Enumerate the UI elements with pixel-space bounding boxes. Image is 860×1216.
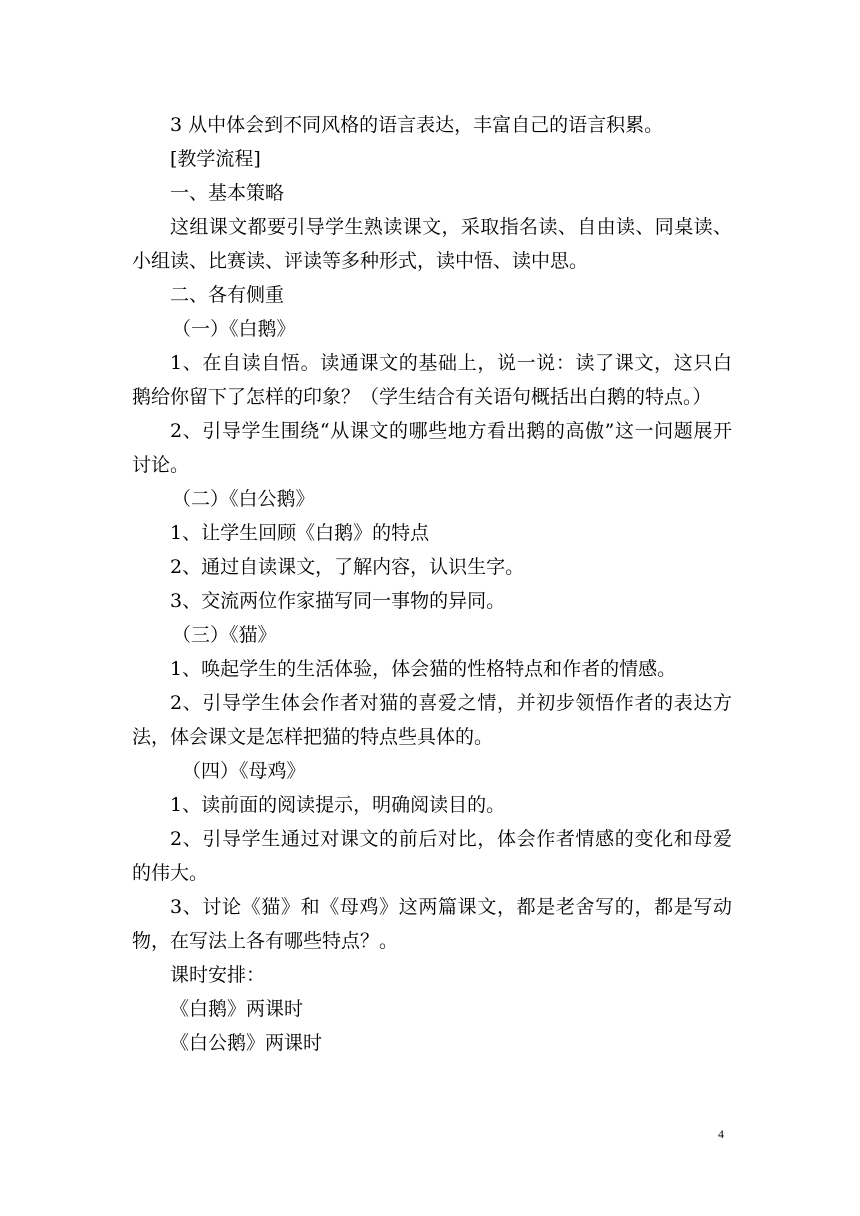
page-number: 4 bbox=[718, 1127, 724, 1141]
paragraph-hen-2: 2、引导学生通过对课文的前后对比，体会作者情感的变化和母爱的伟大。 bbox=[132, 828, 732, 884]
paragraph-goal-3: 3 从中体会到不同风格的语言表达，丰富自己的语言积累。 bbox=[170, 114, 664, 136]
paragraph-white-goose-2: 2、引导学生围绕“从课文的哪些地方看出鹅的高傲”这一问题展开讨论。 bbox=[132, 420, 732, 476]
heading-hen: （四）《母鸡》 bbox=[182, 760, 306, 782]
heading-focus: 二、各有侧重 bbox=[170, 284, 285, 306]
paragraph-strategy: 这组课文都要引导学生熟读课文，采取指名读、自由读、同桌读、小组读、比赛读、评读等多种形式，读中悟、读中思。 bbox=[132, 216, 732, 272]
document-body bbox=[132, 108, 732, 1060]
heading-white-goose: （一）《白鹅》 bbox=[172, 318, 296, 340]
paragraph-cat-1: 1、唤起学生的生活体验，体会猫的性格特点和作者的情感。 bbox=[170, 658, 677, 680]
paragraph-hen-3: 3、讨论《猫》和《母鸡》这两篇课文，都是老舍写的，都是写动物，在写法上各有哪些特点？。 bbox=[132, 896, 732, 952]
paragraph-hen-1: 1、读前面的阅读提示，明确阅读目的。 bbox=[170, 794, 506, 816]
paragraph-white-goose-1: 1、在自读自悟。读通课文的基础上，说一说：读了课文，这只白鹅给你留下了怎样的印象？（学生结合有关语句概括出白鹅的特点。） bbox=[132, 352, 732, 408]
paragraph-white-gander-3: 3、交流两位作家描写同一事物的异同。 bbox=[170, 590, 506, 612]
heading-basic-strategy: 一、基本策略 bbox=[170, 182, 285, 204]
paragraph-cat-2: 2、引导学生体会作者对猫的喜爱之情，并初步领悟作者的表达方法，体会课文是怎样把猫的特点些具体的。 bbox=[132, 692, 732, 748]
paragraph-white-gander-1: 1、让学生回顾《白鹅》的特点 bbox=[170, 522, 430, 544]
schedule-white-goose: 《白鹅》两课时 bbox=[170, 998, 304, 1020]
heading-white-gander: （二）《白公鹅》 bbox=[172, 488, 315, 510]
heading-teaching-process: [教学流程] bbox=[170, 148, 261, 170]
schedule-white-gander: 《白公鹅》两课时 bbox=[170, 1032, 323, 1054]
paragraph-white-gander-2: 2、通过自读课文，了解内容，认识生字。 bbox=[170, 556, 525, 578]
heading-cat: （三）《猫》 bbox=[172, 624, 277, 646]
heading-lesson-schedule: 课时安排： bbox=[170, 964, 266, 986]
